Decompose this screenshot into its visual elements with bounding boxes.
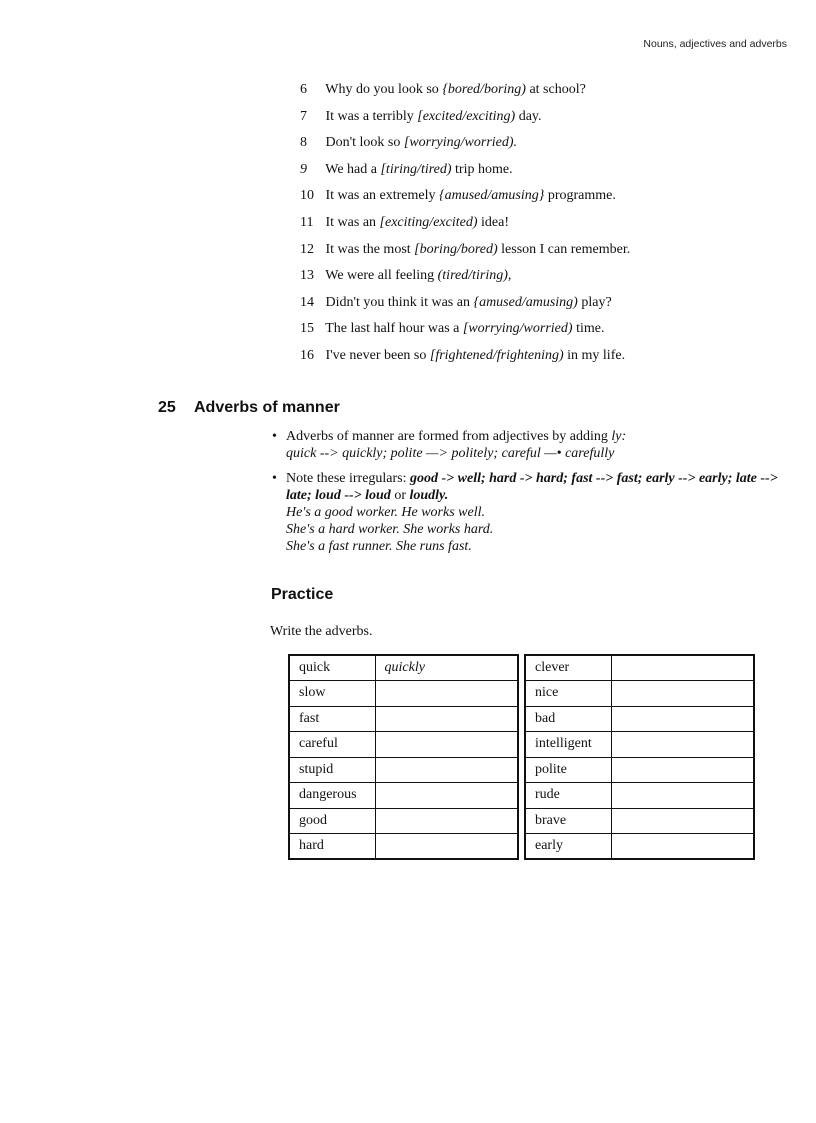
item-number: 14 [300, 294, 314, 310]
exercise-item [300, 160, 630, 187]
answer-cell[interactable] [375, 706, 518, 732]
answer-cell[interactable] [375, 681, 518, 707]
adverb-table-left [288, 654, 519, 860]
adjective-cell: rude [525, 783, 611, 809]
table-row [525, 732, 754, 758]
item-text-after: idea! [481, 214, 509, 230]
item-choice: {bored/boring) [442, 82, 526, 97]
item-number: 7 [300, 108, 307, 124]
grammar-notes [272, 428, 792, 563]
answer-cell[interactable] [375, 757, 518, 783]
section-number: 25 [158, 399, 176, 416]
note-suffix: ly: [611, 429, 627, 444]
table-row [525, 706, 754, 732]
answer-cell[interactable] [375, 732, 518, 758]
table-row [289, 706, 518, 732]
item-choice: (tired/tiring), [437, 268, 512, 284]
item-number: 16 [300, 347, 314, 363]
table-row [289, 732, 518, 758]
item-text-after: play? [581, 294, 612, 310]
note-irregulars [272, 470, 792, 555]
item-text-after: programme. [547, 188, 616, 204]
item-choice: [boring/bored) [414, 241, 498, 257]
adjective-cell: slow [289, 681, 375, 707]
item-text-after: trip home. [455, 161, 513, 177]
table-row [289, 757, 518, 783]
note-or: or [394, 488, 406, 503]
item-text-after: time. [576, 321, 605, 337]
answer-cell[interactable] [611, 834, 754, 860]
table-row [289, 783, 518, 809]
item-text: It was an extremely [325, 188, 436, 204]
item-text-after: in my life. [567, 347, 626, 363]
adverb-table-right [524, 654, 755, 860]
adjective-cell: good [289, 808, 375, 834]
item-text: I've never been so [325, 347, 427, 363]
item-choice: [exciting/excited) [379, 214, 478, 230]
item-text-after: at school? [529, 82, 586, 97]
answer-cell[interactable]: quickly [375, 655, 518, 681]
table-row [289, 834, 518, 860]
exercise-item [300, 186, 630, 213]
table-row [525, 681, 754, 707]
item-number: 6 [300, 82, 307, 97]
item-number: 11 [300, 214, 314, 230]
irregular-list: good -> well; hard -> hard; fast --> fast; early --> early; late --> late; loud --> loud [286, 471, 778, 503]
answer-cell[interactable] [611, 757, 754, 783]
item-text: The last half hour was a [325, 321, 460, 337]
item-choice: {amused/amusing) [473, 294, 578, 310]
table-row [289, 655, 518, 681]
exercise-item [300, 346, 630, 373]
item-text: It was an [325, 214, 377, 230]
adjective-cell: dangerous [289, 783, 375, 809]
exercise-item [300, 293, 630, 320]
adjective-cell: quick [289, 655, 375, 681]
note-lead: Note these irregulars: [286, 471, 407, 486]
table-row [289, 681, 518, 707]
adjective-cell: hard [289, 834, 375, 860]
adjective-cell: careful [289, 732, 375, 758]
answer-cell[interactable] [375, 808, 518, 834]
practice-instruction: Write the adverbs. [270, 624, 373, 639]
item-number: 13 [300, 268, 314, 284]
exercise-list [300, 80, 630, 373]
adjective-cell: nice [525, 681, 611, 707]
item-choice: {amused/amusing} [439, 188, 545, 204]
table-row [525, 655, 754, 681]
item-text: Didn't you think it was an [325, 294, 470, 310]
adjective-cell: bad [525, 706, 611, 732]
table-row [525, 757, 754, 783]
item-number: 9 [300, 161, 307, 177]
adjective-cell: intelligent [525, 732, 611, 758]
item-number: 10 [300, 188, 314, 204]
exercise-item [300, 240, 630, 267]
example-sentence: She's a fast runner. She runs fast. [286, 539, 472, 554]
answer-cell[interactable] [611, 706, 754, 732]
adjective-cell: polite [525, 757, 611, 783]
item-choice: [frightened/frightening) [429, 347, 564, 363]
item-text: It was a terribly [325, 108, 414, 124]
exercise-item [300, 213, 630, 240]
running-head: Nouns, adjectives and adverbs [643, 38, 787, 50]
item-text: Why do you look so [325, 82, 439, 97]
table-row [525, 783, 754, 809]
item-choice: [tiring/tired) [380, 161, 452, 177]
answer-cell[interactable] [611, 655, 754, 681]
answer-cell[interactable] [611, 732, 754, 758]
item-text-after: lesson I can remember. [501, 241, 631, 257]
exercise-item [300, 80, 630, 107]
exercise-item [300, 266, 630, 293]
table-row [525, 834, 754, 860]
table-row [525, 808, 754, 834]
exercise-item [300, 319, 630, 346]
answer-cell[interactable] [611, 681, 754, 707]
note-text: Adverbs of manner are formed from adjectives by adding [286, 429, 608, 444]
item-choice: [worrying/worried) [462, 321, 573, 337]
note-formation [272, 428, 792, 462]
adjective-cell: early [525, 834, 611, 860]
exercise-item [300, 107, 630, 134]
item-text: We were all feeling [325, 268, 435, 284]
bullet-icon: • [272, 429, 277, 444]
table-row [289, 808, 518, 834]
practice-heading: Practice [271, 586, 334, 603]
item-text: Don't look so [325, 135, 401, 151]
adjective-cell: fast [289, 706, 375, 732]
section-title: Adverbs of manner [194, 399, 340, 416]
item-text: We had a [325, 161, 377, 177]
exercise-item [300, 133, 630, 160]
item-choice: [worrying/worried). [403, 135, 518, 151]
item-text: It was the most [325, 241, 411, 257]
adjective-cell: stupid [289, 757, 375, 783]
answer-cell[interactable] [611, 808, 754, 834]
example-sentence: He's a good worker. He works well. [286, 505, 485, 520]
answer-cell[interactable] [611, 783, 754, 809]
item-choice: [excited/exciting) [417, 108, 516, 124]
item-number: 8 [300, 135, 307, 151]
irregular-last: loudly. [409, 488, 449, 503]
example-sentence: She's a hard worker. She works hard. [286, 522, 494, 537]
bullet-icon: • [272, 471, 277, 486]
item-number: 15 [300, 321, 314, 337]
item-number: 12 [300, 241, 314, 257]
answer-cell[interactable] [375, 783, 518, 809]
item-text-after: day. [518, 108, 542, 124]
adjective-cell: brave [525, 808, 611, 834]
adjective-cell: clever [525, 655, 611, 681]
answer-cell[interactable] [375, 834, 518, 860]
note-examples: quick --> quickly; polite —> politely; careful —• carefully [286, 446, 615, 461]
